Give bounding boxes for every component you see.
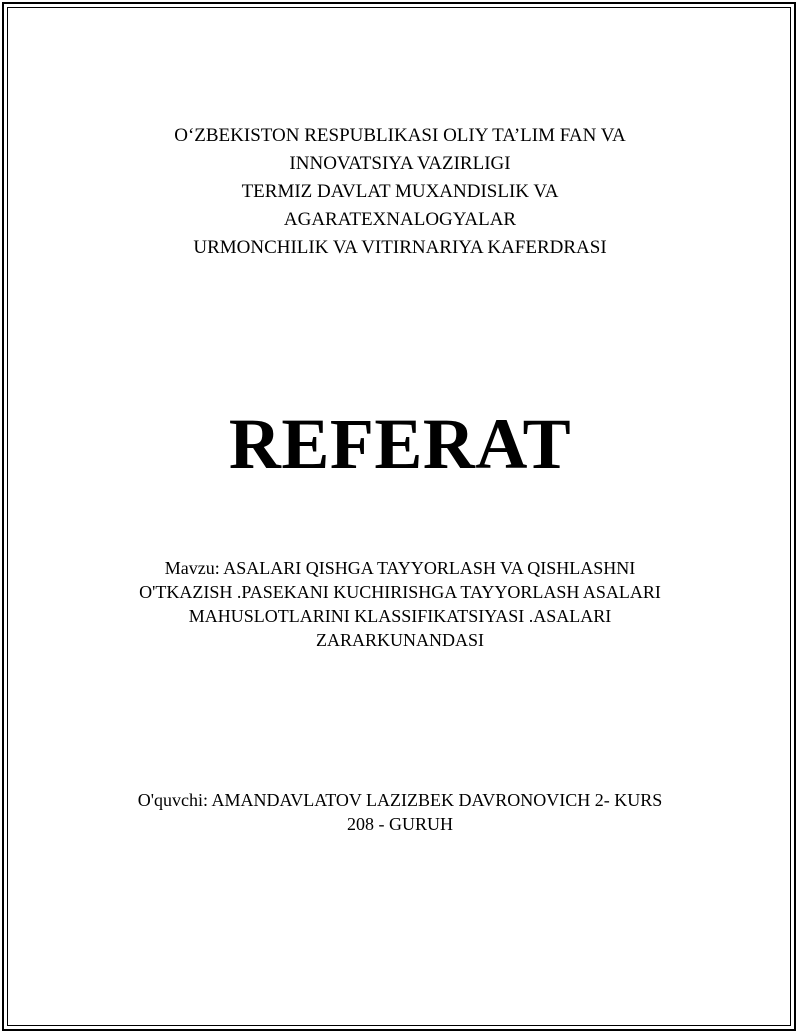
topic-block bbox=[0, 556, 800, 652]
student-line: O'quvchi: AMANDAVLATOV LAZIZBEK DAVRONOVICH 2- KURS bbox=[137, 790, 663, 810]
student-block bbox=[0, 788, 800, 836]
topic-line: Mavzu: ASALARI QISHGA TAYYORLASH VA QISHLASHNI bbox=[164, 558, 636, 578]
student-line: 208 - GURUH bbox=[347, 814, 453, 834]
header-line: O‘ZBEKISTON RESPUBLIKASI OLIY TA’LIM FAN VA bbox=[174, 125, 626, 146]
header-line: AGARATEXNALOGYALAR bbox=[283, 209, 517, 230]
header-line: INNOVATSIYA VAZIRLIGI bbox=[289, 153, 511, 174]
header-line: TERMIZ DAVLAT MUXANDISLIK VA bbox=[241, 181, 559, 202]
topic-line: MAHUSLOTLARINI KLASSIFIKATSIYASI .ASALARI bbox=[188, 606, 612, 626]
document-title: REFERAT bbox=[228, 404, 572, 484]
topic-line: O'TKAZISH .PASEKANI KUCHIRISHGA TAYYORLASH ASALARI bbox=[139, 582, 661, 602]
header-line: URMONCHILIK VA VITIRNARIYA KAFERDRASI bbox=[193, 237, 607, 258]
topic-line: ZARARKUNANDASI bbox=[315, 630, 484, 650]
institution-header bbox=[0, 122, 800, 262]
